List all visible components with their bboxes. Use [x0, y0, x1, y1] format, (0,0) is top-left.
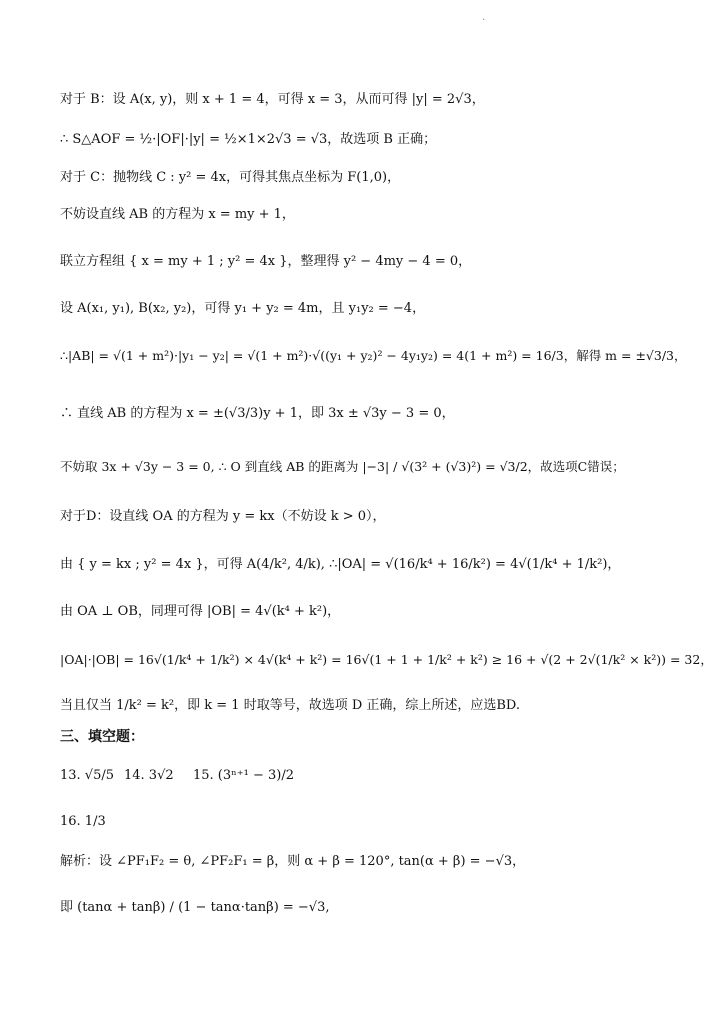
solution-line-11: 由 { y = kx ; y² = 4x }，可得 A(4/k², 4/k), ∴|OA| = √(16/k⁴ + 16/k²) = 4√(1/k⁴ + 1/k²)， [60, 557, 621, 572]
solution-line-6: 设 A(x₁, y₁), B(x₂, y₂)，可得 y₁ + y₂ = 4m，且 y₁y₂ = −4， [60, 301, 426, 316]
solution-line-14: 当且仅当 1/k² = k²，即 k = 1 时取等号，故选项 D 正确，综上所述，应选BD. [60, 698, 521, 713]
answer-15: 15. (3ⁿ⁺¹ − 3)/2 [193, 768, 294, 783]
solution-line-1: 对于 B：设 A(x, y)，则 x + 1 = 4，可得 x = 3，从而可得 |y| = 2√3， [60, 92, 485, 107]
answer-16: 16. 1/3 [60, 814, 106, 829]
solution-line-10: 对于D：设直线 OA 的方程为 y = kx（不妨设 k > 0）， [60, 509, 386, 524]
answer-13: 13. √5/5 [60, 768, 115, 783]
section-heading: 三、填空题： [60, 729, 144, 745]
solution-line-12: 由 OA ⊥ OB，同理可得 |OB| = 4√(k⁴ + k²)， [60, 604, 341, 619]
analysis-line-1: 解析：设 ∠PF₁F₂ = θ, ∠PF₂F₁ = β，则 α + β = 120°, tan(α + β) = −√3， [60, 854, 526, 869]
solution-line-3: 对于 C：抛物线 C : y² = 4x，可得其焦点坐标为 F(1,0)， [60, 170, 401, 185]
solution-line-5: 联立方程组 { x = my + 1 ; y² = 4x }，整理得 y² − 4my − 4 = 0， [60, 254, 472, 269]
answer-14: 14. 3√2 [124, 768, 174, 783]
solution-line-8: ∴ 直线 AB 的方程为 x = ±(√3/3)y + 1，即 3x ± √3y − 3 = 0， [60, 406, 455, 421]
top-mark: . [482, 12, 486, 23]
solution-line-2: ∴ S△AOF = ½·|OF|·|y| = ½×1×2√3 = √3，故选项 B 正确； [60, 132, 437, 147]
solution-line-4: 不妨设直线 AB 的方程为 x = my + 1， [60, 207, 295, 222]
solution-line-9: 不妨取 3x + √3y − 3 = 0, ∴ O 到直线 AB 的距离为 |−3| / √(3² + (√3)²) = √3/2，故选项C错误； [60, 459, 625, 474]
analysis-line-2: 即 (tanα + tanβ) / (1 − tanα·tanβ) = −√3, [60, 900, 330, 915]
solution-line-7: ∴|AB| = √(1 + m²)·|y₁ − y₂| = √(1 + m²)·√((y₁ + y₂)² − 4y₁y₂) = 4(1 + m²) = 16/3，解得 m = ±√3/3， [60, 348, 687, 363]
solution-line-13: |OA|·|OB| = 16√(1/k⁴ + 1/k²) × 4√(k⁴ + k²) = 16√(1 + 1 + 1/k² + k²) ≥ 16 + √(2 + 2√(1/k² × k²)) = 32， [60, 652, 713, 667]
